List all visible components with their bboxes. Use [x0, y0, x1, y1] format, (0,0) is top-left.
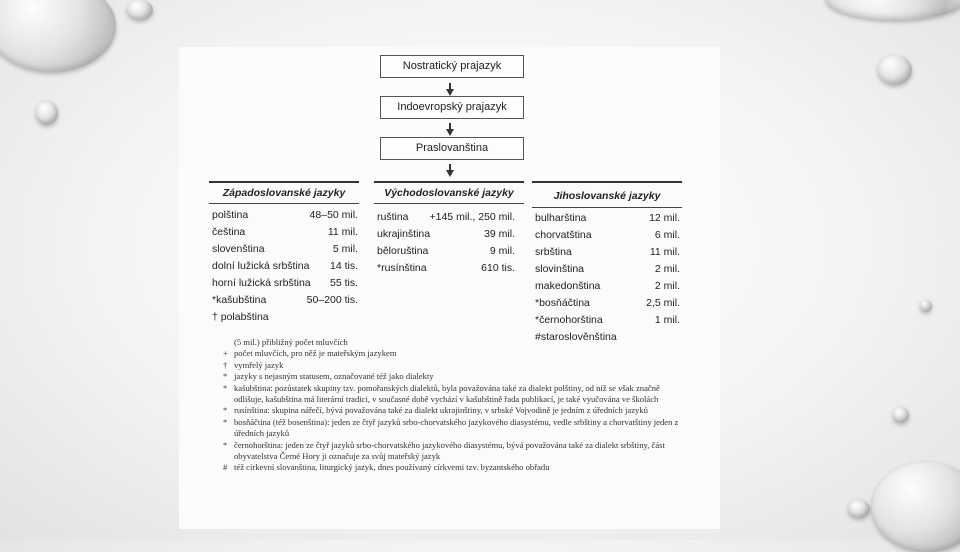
language-row: polština 48–50 mil.: [212, 209, 358, 221]
language-row: slovinština 2 mil.: [535, 263, 680, 275]
branch-title-south-slavic: Jihoslovanské jazyky: [553, 190, 661, 202]
language-row: běloruština 9 mil.: [377, 245, 515, 257]
branch-divider: [209, 203, 359, 204]
legend-item: * kašubština: pozůstatek skupiny tzv. pomořanských dialektů, byla považována také za dialekt polštiny, od níž se však značně odlišuje, kašubština má literární tradici, v současné době vychází v kašubštině řada publikací, je také vyučována ve školách: [223, 382, 660, 405]
language-row: slovenština 5 mil.: [212, 243, 358, 255]
water-drop-decoration: [36, 101, 58, 125]
legend-item: * rusínština: skupina nářečí, bývá považována také za dialekt ukrajinštiny, v srbské Vojvodině je jedním z úředních jazyků: [223, 405, 648, 416]
language-row: ukrajinština 39 mil.: [377, 228, 515, 240]
language-row: chorvatština 6 mil.: [535, 229, 680, 241]
legend-item: * bosňáčtina (též bosenština): jeden ze čtyř jazyků srbo-chorvatského jazykového diasystému, vedle srbštiny a chorvatštiny jeden z úředních jazyků: [223, 416, 679, 439]
language-row: ruština +145 mil., 250 mil.: [377, 211, 515, 223]
language-row: #staroslověnština: [535, 331, 617, 343]
arrow-down-icon: [446, 129, 454, 136]
language-row: dolní lužická srbština 14 tis.: [212, 260, 358, 272]
water-drop-decoration: [920, 300, 932, 312]
language-row: *kašubština 50–200 tis.: [212, 294, 358, 306]
language-row: *bosňáčtina 2,5 mil.: [535, 297, 680, 309]
water-drop-decoration: [893, 407, 909, 423]
branch-divider: [532, 207, 682, 208]
water-drop-decoration: [878, 55, 912, 85]
language-tree-scan: [179, 47, 720, 529]
branch-top-line: [532, 181, 682, 183]
language-row: čeština 11 mil.: [212, 226, 358, 238]
water-drop-decoration: [0, 0, 116, 72]
legend-item: * černohorština: jeden ze čtyř jazyků srbo-chorvatského jazykového diasystému, bývá považována také za dialekt srbštiny, část obyvatelstva Černé Hory ji označuje za svůj mateřský jazyk: [223, 439, 665, 462]
branch-title-west-slavic: Západoslovanské jazyky: [222, 187, 346, 199]
language-row: bulharština 12 mil.: [535, 212, 680, 224]
branch-top-line: [209, 181, 359, 183]
legend-item: * jazyky s nejasným statusem, označované též jako dialekty: [223, 371, 434, 382]
language-row: *černohorština 1 mil.: [535, 314, 680, 326]
box-nostratic-protolanguage: Nostratický prajazyk: [380, 55, 524, 78]
water-drop-decoration: [872, 462, 960, 552]
branch-divider: [374, 203, 524, 204]
legend-item: + počet mluvčích, pro něž je mateřským jazykem: [223, 348, 397, 359]
legend: [223, 337, 683, 474]
branch-title-east-slavic: Východoslovanské jazyky: [384, 187, 514, 199]
arrow-down-icon: [446, 170, 454, 177]
water-drop-decoration: [127, 0, 153, 20]
language-row: makedonština 2 mil.: [535, 280, 680, 292]
language-row: † polabština: [212, 311, 269, 323]
legend-item: # též církevní slovanština, liturgický jazyk, dnes používaný církvemi tzv. byzantského obřadu: [223, 462, 550, 473]
arrow-down-icon: [446, 89, 454, 96]
water-drop-decoration: [848, 500, 870, 518]
language-row: srbština 11 mil.: [535, 246, 680, 258]
legend-item: (5 mil.) přibližný počet mluvčích: [234, 337, 348, 347]
branch-top-line: [374, 181, 524, 183]
legend-item: † vymřelý jazyk: [223, 359, 284, 370]
language-row: *rusínština 610 tis.: [377, 262, 515, 274]
box-indoeuropean-protolanguage: Indoevropský prajazyk: [380, 96, 524, 119]
language-row: horní lužická srbština 55 tis.: [212, 277, 358, 289]
water-drop-decoration: [826, 0, 960, 20]
east-slavic-list: [377, 209, 515, 277]
west-slavic-list: [212, 207, 358, 326]
box-proto-slavic: Praslovanština: [380, 137, 524, 160]
south-slavic-list: [535, 210, 680, 346]
